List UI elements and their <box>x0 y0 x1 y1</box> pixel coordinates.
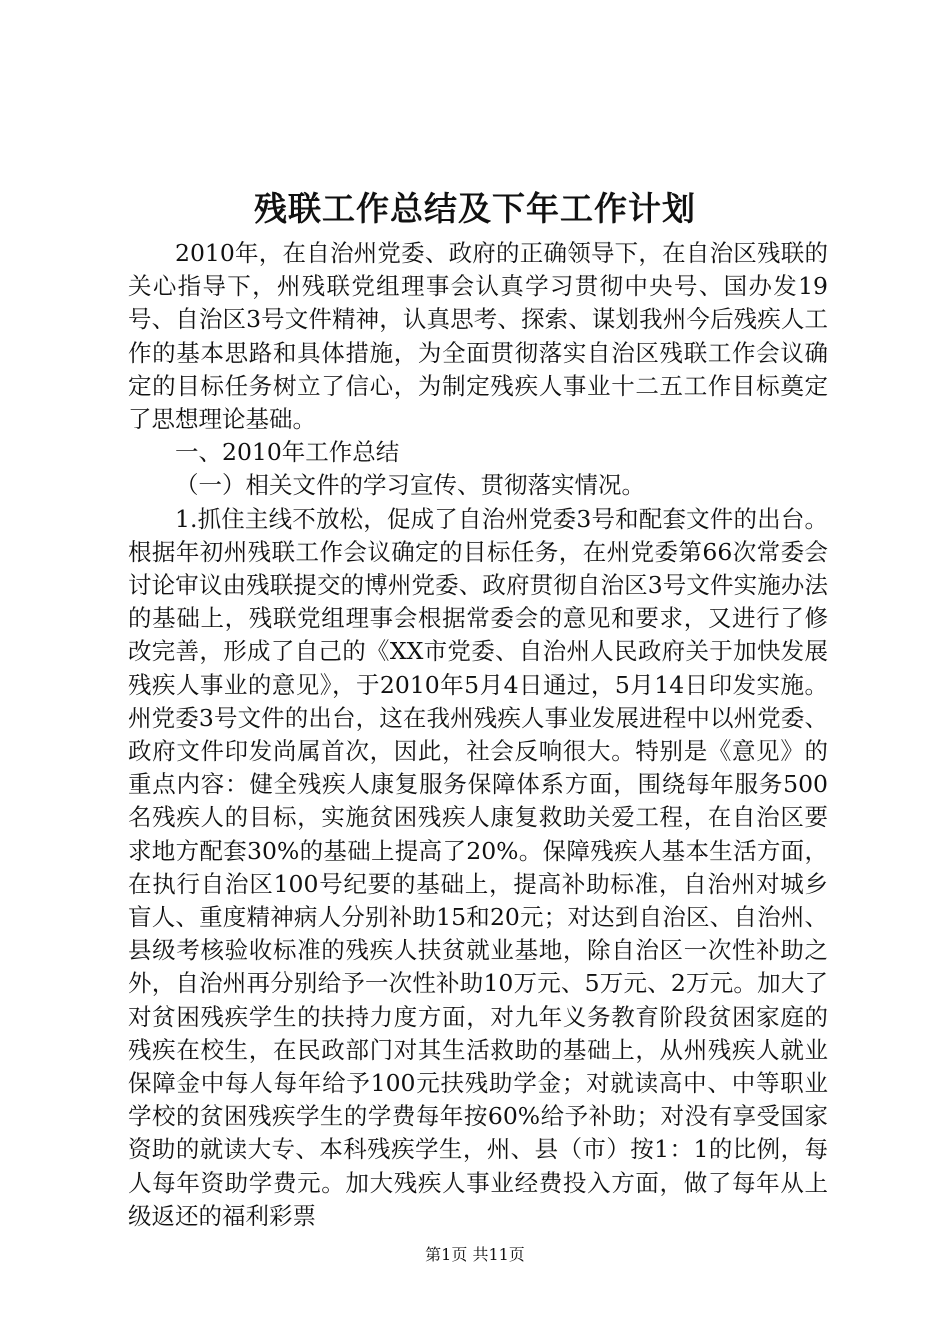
subsection-heading: （一）相关文件的学习宣传、贯彻落实情况。 <box>175 471 645 500</box>
document-title: 残联工作总结及下年工作计划 <box>254 189 696 228</box>
paragraph-item-1: 1.抓住主线不放松，促成了自治州党委3号和配套文件的出台。根据年初州残联工作会议确定的目标任务，在州党委第66次常委会讨论审议由残联提交的博州党委、政府贯彻自治区3号文件实施办法的基础上，残联党组理事会根据常委会的意见和要求，又进行了修改完善，形成了自己的《XX市党委、自治州人民政府关于加快发展残疾人事业的意见》，于2010年5月4日通过，5月14日印发实施。州党委3号文件的出台，这在我州残疾人事业发展进程中以州党委、政府文件印发尚属首次，因此，社会反响很大。特别是《意见》的重点内容：健全残疾人康复服务保障体系方面，围绕每年服务500名残疾人的目标，实施贫困残疾人康复救助关爱工程，在自治区要求地方配套30%的基础上提高了20%。保障残疾人基本生活方面，在执行自治区100号纪要的基础上，提高补助标准，自治州对城乡盲人、重度精神病人分别补助15和20元；对达到自治区、自治州、县级考核验收标准的残疾人扶贫就业基地，除自治区一次性补助之外，自治州再分别给予一次性补助10万元、5万元、2万元。加大了对贫困残疾学生的扶持力度方面，对九年义务教育阶段贫困家庭的残疾在校生，在民政部门对其生活救助的基础上，从州残疾人就业保障金中每人每年给予100元扶残助学金；对就读高中、中等职业学校的贫困残疾学生的学费每年按60%给予补助；对没有享受国家资助的就读大专、本科残疾学生，州、县（市）按1：1的比例，每人每年资助学费元。加大残疾人事业经费投入方面，做了每年从上级返还的福利彩票 <box>128 504 828 1230</box>
section-heading: 一、2010年工作总结 <box>175 438 400 467</box>
document-body <box>128 237 828 1233</box>
paragraph-intro: 2010年，在自治州党委、政府的正确领导下，在自治区残联的关心指导下，州残联党组理事会认真学习贯彻中央号、国办发19号、自治区3号文件精神，认真思考、探索、谋划我州今后残疾人工作的基本思路和具体措施，为全面贯彻落实自治区残联工作会议确定的目标任务树立了信心，为制定残疾人事业十二五工作目标奠定了思想理论基础。 <box>128 239 828 434</box>
page-footer: 第1页 共11页 <box>425 1245 525 1264</box>
